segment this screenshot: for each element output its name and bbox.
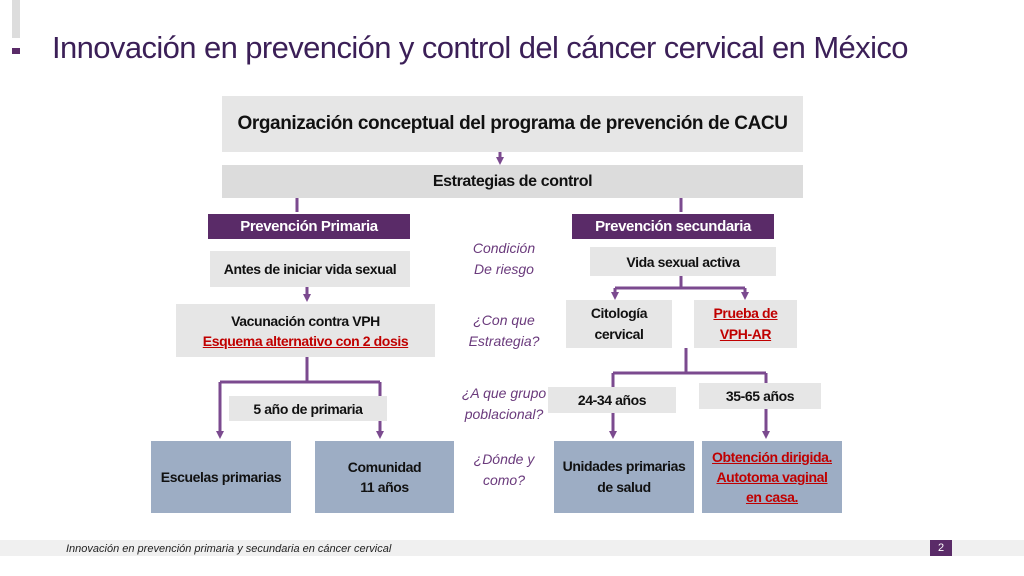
community-line2: 11 años [360, 479, 409, 495]
secondary-group-right-text: 35-65 años [725, 388, 795, 404]
primary-title-text: Prevención Primaria [240, 218, 378, 235]
health-units-line2: de salud [597, 479, 651, 495]
question-group-line2: poblacional? [464, 406, 544, 422]
secondary-group-left-box [548, 387, 676, 413]
cytology-line2: cervical [594, 326, 644, 342]
self-sampling-line2: Autotoma vaginal [716, 469, 828, 485]
self-sampling-box [702, 441, 842, 513]
footer-text: Innovación en prevención primaria y secundaria en cáncer cervical [66, 543, 392, 555]
primary-condition-text: Antes de iniciar vida sexual [223, 261, 397, 277]
health-units-line1: Unidades primarias [562, 458, 686, 474]
diagram-header-text: Organización conceptual del programa de prevención de CACU [237, 113, 788, 134]
question-where-line1: ¿Dónde y [473, 451, 535, 467]
question-where [452, 449, 556, 491]
question-group-line1: ¿A que grupo [461, 385, 547, 401]
page-number: 2 [930, 540, 952, 556]
vaccination-text: Vacunación contra VPH [231, 312, 380, 329]
strategies-text: Estrategias de control [432, 172, 593, 190]
secondary-group-left-text: 24-34 años [577, 392, 647, 408]
question-condition-line2: De riesgo [474, 261, 534, 277]
question-condition-line1: Condición [472, 240, 536, 256]
question-condition [452, 238, 556, 280]
question-strategy-line2: Estrategia? [468, 333, 540, 349]
self-sampling-line1: Obtención dirigida. [712, 449, 832, 465]
primary-condition-box [210, 251, 410, 287]
primary-schools-box [151, 441, 291, 513]
primary-group-text: 5 año de primaria [253, 400, 363, 417]
self-sampling-line3: en casa. [745, 489, 799, 505]
primary-schools-text: Escuelas primarias [160, 469, 282, 485]
secondary-condition-box [590, 247, 776, 276]
secondary-condition-text: Vida sexual activa [626, 253, 740, 270]
primary-group-box [229, 396, 387, 421]
primary-prevention-title [208, 214, 410, 239]
community-line1: Comunidad [347, 459, 422, 475]
question-strategy [452, 310, 556, 352]
vaccination-scheme-text: Esquema alternativo con 2 dosis [202, 332, 409, 349]
diagram-header [222, 96, 803, 152]
question-group [446, 383, 562, 425]
secondary-prevention-title [572, 214, 774, 239]
hpv-test-box [694, 300, 797, 348]
secondary-title-text: Prevención secundaria [595, 218, 751, 235]
hpv-test-line2: VPH-AR [719, 326, 772, 342]
primary-community-box [315, 441, 454, 513]
strategies-box [222, 165, 803, 198]
hpv-test-line1: Prueba de [713, 305, 778, 321]
slide-title: Innovación en prevención y control del cáncer cervical en México [52, 30, 908, 65]
question-where-line2: como? [482, 472, 526, 488]
cytology-line1: Citología [590, 305, 648, 321]
vaccination-box [176, 304, 435, 357]
question-strategy-line1: ¿Con que [473, 312, 535, 328]
health-units-box [554, 441, 694, 513]
cytology-box [566, 300, 672, 348]
secondary-group-right-box [699, 383, 821, 409]
